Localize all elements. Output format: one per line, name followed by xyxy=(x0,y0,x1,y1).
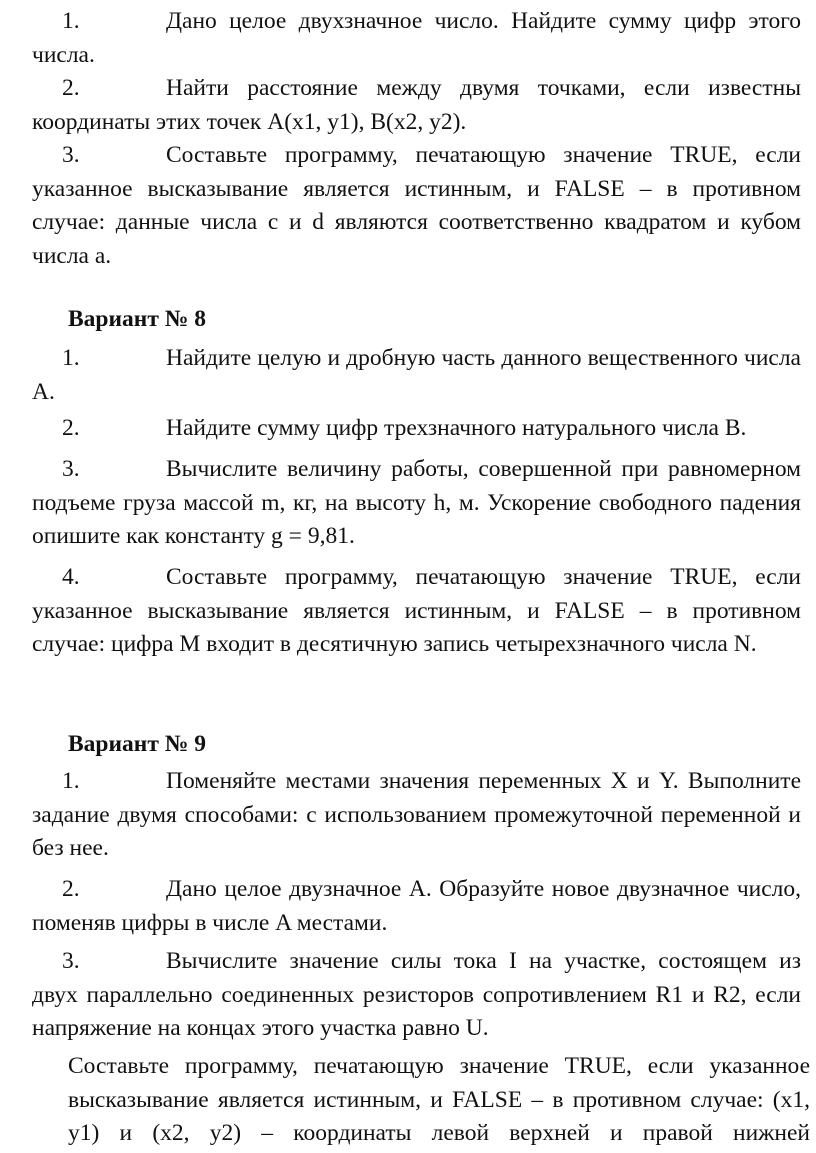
item-text: Составьте программу, печатающую значение TRUE, если указанное высказывание является истинным, и FALSE – в противном случае: данные числа c и d являются соответственно квадратом и кубом числа a. xyxy=(32,142,801,269)
item-text: Вычислите значение силы тока I на участке, состоящем из двух параллельно соединенных резисторов сопротивлением R1 и R2, если напряжение на концах этого участка равно U. xyxy=(32,948,801,1041)
item-text: Найдите целую и дробную часть данного вещественного числа A. xyxy=(32,345,801,405)
item-number: 3. xyxy=(62,456,80,482)
list-item xyxy=(32,72,801,139)
item-text: Составьте программу, печатающую значение TRUE, если указанное высказывание является истинным, и FALSE – в противном случае: цифра M входит в десятичную запись четырехзначного числа N. xyxy=(32,564,801,657)
paragraph: Составьте программу, печатающую значение TRUE, если указанное высказывание является истинным, и FALSE – в противном случае: (x1, y1) и (x2, y2) – координаты левой верхней и правой нижней xyxy=(68,1053,810,1146)
list-item xyxy=(32,945,801,1046)
list-item xyxy=(32,5,801,72)
item-number: 2. xyxy=(62,75,80,101)
list-item xyxy=(32,873,801,940)
item-number: 1. xyxy=(62,8,80,34)
item-text: Найти расстояние между двумя точками, если известны координаты этих точек A(x1, y1), B(x2, y2). xyxy=(32,75,801,135)
item-number: 2. xyxy=(62,876,80,902)
item-number: 1. xyxy=(62,345,80,371)
item-text: Дано целое двузначное A. Образуйте новое двузначное число, поменяв цифры в числе A местами. xyxy=(32,876,801,936)
variant-8-heading: Вариант № 8 xyxy=(68,306,206,332)
item-number: 1. xyxy=(62,768,80,794)
list-item xyxy=(32,139,801,273)
item-number: 3. xyxy=(62,142,80,168)
variant-9-heading: Вариант № 9 xyxy=(68,731,206,757)
item-number: 4. xyxy=(62,564,80,590)
list-item xyxy=(32,765,801,866)
item-text: Поменяйте местами значения переменных X и Y. Выполните задание двумя способами: с использованием промежуточной переменной и без нее. xyxy=(32,768,801,861)
item-number: 2. xyxy=(62,415,80,441)
list-item xyxy=(32,342,801,409)
item-text: Найдите сумму цифр трехзначного натурального числа B. xyxy=(166,415,747,441)
list-item xyxy=(32,561,801,662)
item-number: 3. xyxy=(62,948,80,974)
list-item xyxy=(32,412,801,446)
item-text: Дано целое двухзначное число. Найдите сумму цифр этого числа. xyxy=(32,8,801,68)
list-item xyxy=(32,453,801,554)
item-text: Вычислите величину работы, совершенной при равномерном подъеме груза массой m, кг, на высоту h, м. Ускорение свободного падения опишите как константу g = 9,81. xyxy=(32,456,801,549)
